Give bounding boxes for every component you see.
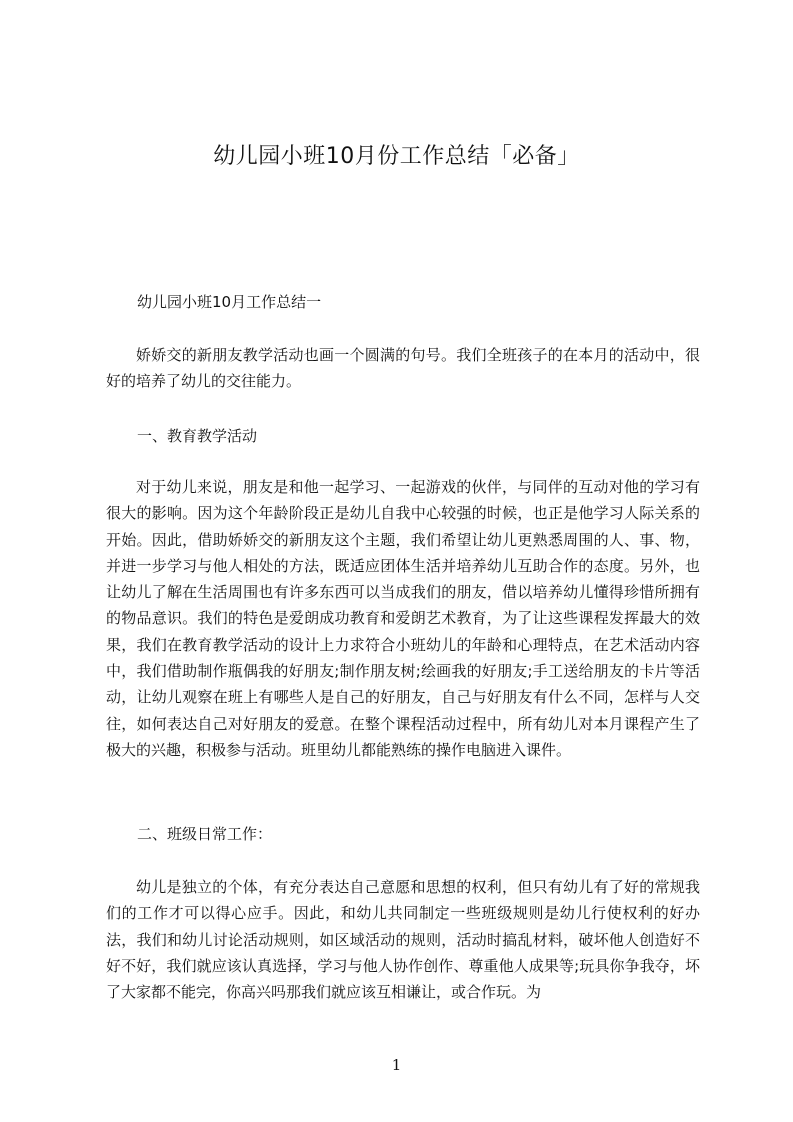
subtitle: 幼儿园小班10月工作总结一 (137, 293, 322, 311)
section-heading-daily-work: 二、班级日常工作： (137, 825, 273, 843)
page-number: 1 (391, 1056, 402, 1074)
intro-paragraph: 娇娇交的新朋友教学活动也画一个圆满的句号。我们全班孩子的在本月的活动中，很好的培养了幼儿的交往能力。 (106, 346, 700, 391)
daily-work-paragraph: 幼儿是独立的个体，有充分表达自己意愿和思想的权利，但只有幼儿有了好的常规我们的工作才可以得心应手。因此，和幼儿共同制定一些班级规则是幼儿行使权利的好办法，我们和幼儿讨论活动规则，如区域活动的规则，活动时搞乱材料，破坏他人创造好不好不好，我们就应该认真选择，学习与他人协作创作、尊重他人成果等;玩具你争我夺，坏了大家都不能完，你高兴吗那我们就应该互相谦让，或合作玩。为 (106, 878, 700, 1002)
section-heading-education: 一、教育教学活动 (137, 427, 258, 445)
education-paragraph: 对于幼儿来说，朋友是和他一起学习、一起游戏的伙伴，与同伴的互动对他的学习有很大的影响。因为这个年龄阶段正是幼儿自我中心较强的时候，也正是他学习人际关系的开始。因此，借助娇娇交的新朋友这个主题，我们希望让幼儿更熟悉周围的人、事、物，并进一步学习与他人相处的方法，既适应团体生活并培养幼儿互助合作的态度。另外，也让幼儿了解在生活周围也有许多东西可以当成我们的朋友，借以培养幼儿懂得珍惜所拥有的物品意识。我们的特色是爱朗成功教育和爱朗艺术教育，为了让这些课程发挥最大的效果，我们在教育教学活动的设计上力求符合小班幼儿的年龄和心理特点，在艺术活动内容中，我们借助制作瓶偶我的好朋友;制作朋友树;绘画我的好朋友;手工送给朋友的卡片等活动，让幼儿观察在班上有哪些人是自己的好朋友，自己与好朋友有什么不同，怎样与人交往，如何表达自己对好朋友的爱意。在整个课程活动过程中，所有幼儿对本月课程产生了极大的兴趣，积极参与活动。班里幼儿都能熟练的操作电脑进入课件。 (106, 478, 700, 759)
document-title: 幼儿园小班10月份工作总结「必备」 (213, 144, 580, 169)
